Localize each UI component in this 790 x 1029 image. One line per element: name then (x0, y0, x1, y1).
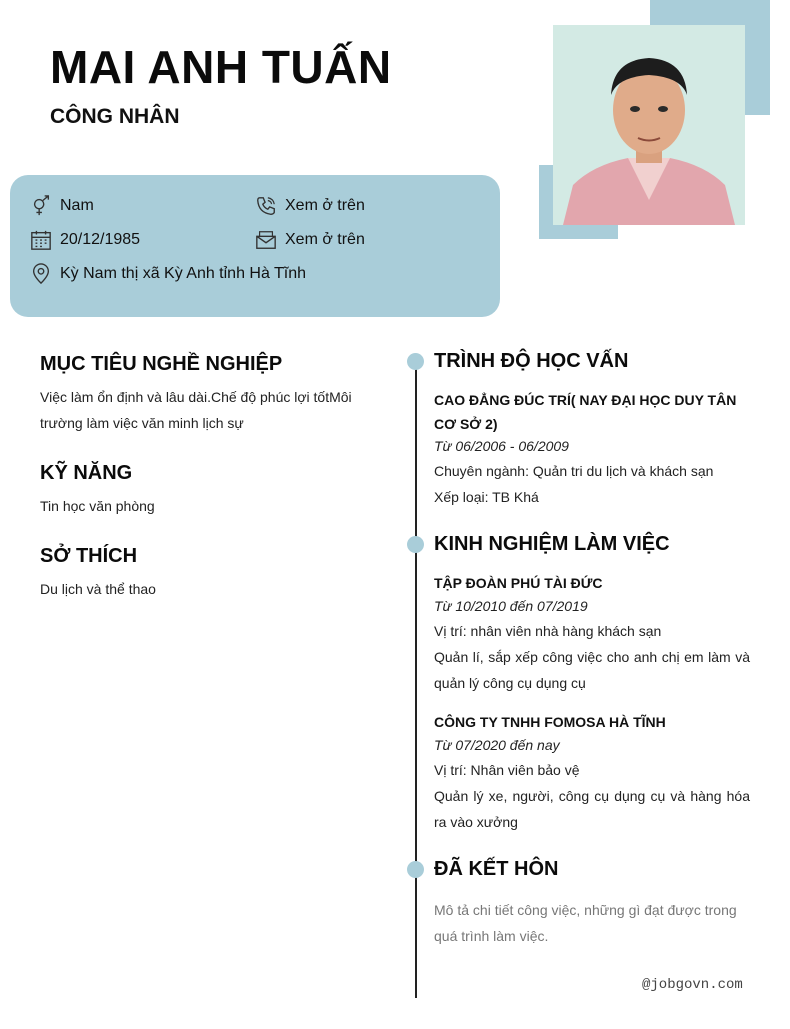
timeline-dot-experience (407, 536, 424, 553)
job-1-period: Từ 10/2010 đến 07/2019 (434, 598, 588, 614)
education-grade: Xếp loại: TB Khá (434, 489, 539, 505)
hobbies-heading: SỞ THÍCH (40, 545, 138, 567)
contact-info-box (10, 175, 500, 317)
education-period: Từ 06/2006 - 06/2009 (434, 438, 569, 454)
marital-heading: ĐÃ KẾT HÔN (434, 858, 559, 880)
birthdate-value: 20/12/1985 (60, 231, 141, 248)
email-row (255, 229, 365, 251)
email-icon (255, 229, 277, 251)
footer-watermark: @jobgovn.com (642, 977, 743, 993)
skills-text: Tin học văn phòng (40, 498, 155, 514)
job-1-company: TẬP ĐOÀN PHÚ TÀI ĐỨC (434, 575, 603, 591)
job-2-period: Từ 07/2020 đến nay (434, 737, 560, 753)
gender-icon (30, 195, 52, 217)
calendar-icon (30, 229, 52, 251)
timeline-line (415, 360, 417, 998)
birthdate-row (30, 229, 140, 251)
education-school: CAO ĐẲNG ĐÚC TRÍ( NAY ĐẠI HỌC DUY TÂN CƠ SỞ 2) (434, 392, 737, 432)
phone-row (255, 195, 365, 217)
address-row (30, 263, 306, 285)
phone-value[interactable]: Xem ở trên (285, 197, 365, 214)
address-value: Kỳ Nam thị xã Kỳ Anh tỉnh Hà Tĩnh (60, 265, 307, 282)
email-value[interactable]: Xem ở trên (285, 231, 365, 248)
profile-photo (553, 25, 745, 225)
marital-placeholder: Mô tả chi tiết công việc, những gì đạt được trong quá trình làm việc. (434, 902, 737, 944)
job-2-description: Quản lý xe, người, công cụ dụng cụ và hàng hóa ra vào xưởng (434, 788, 750, 830)
job-2-company: CÔNG TY TNHH FOMOSA HÀ TĨNH (434, 714, 666, 730)
education-major: Chuyên ngành: Quản tri du lịch và khách sạn (434, 463, 714, 479)
phone-icon (255, 195, 277, 217)
hobbies-text: Du lịch và thể thao (40, 581, 156, 597)
objective-text: Việc làm ổn định và lâu dài.Chế độ phúc lợi tốtMôi trường làm việc văn minh lịch sự (40, 389, 352, 431)
location-pin-icon (30, 263, 52, 285)
job-1-description: Quản lí, sắp xếp công việc cho anh chị em làm và quản lý công cụ dụng cụ (434, 649, 750, 691)
experience-heading: KINH NGHIỆM LÀM VIỆC (434, 533, 670, 555)
timeline-dot-marital (407, 861, 424, 878)
skills-heading: KỸ NĂNG (40, 462, 133, 484)
education-heading: TRÌNH ĐỘ HỌC VẤN (434, 350, 629, 372)
gender-value: Nam (60, 197, 94, 214)
job-2-position: Vị trí: Nhân viên bảo vệ (434, 762, 580, 778)
job-1-position: Vị trí: nhân viên nhà hàng khách sạn (434, 623, 662, 639)
candidate-name: MAI ANH TUẤN (50, 41, 392, 93)
timeline-dot-education (407, 353, 424, 370)
gender-row (30, 195, 94, 217)
job-title: CÔNG NHÂN (50, 105, 180, 128)
objective-heading: MỤC TIÊU NGHỀ NGHIỆP (40, 353, 283, 375)
